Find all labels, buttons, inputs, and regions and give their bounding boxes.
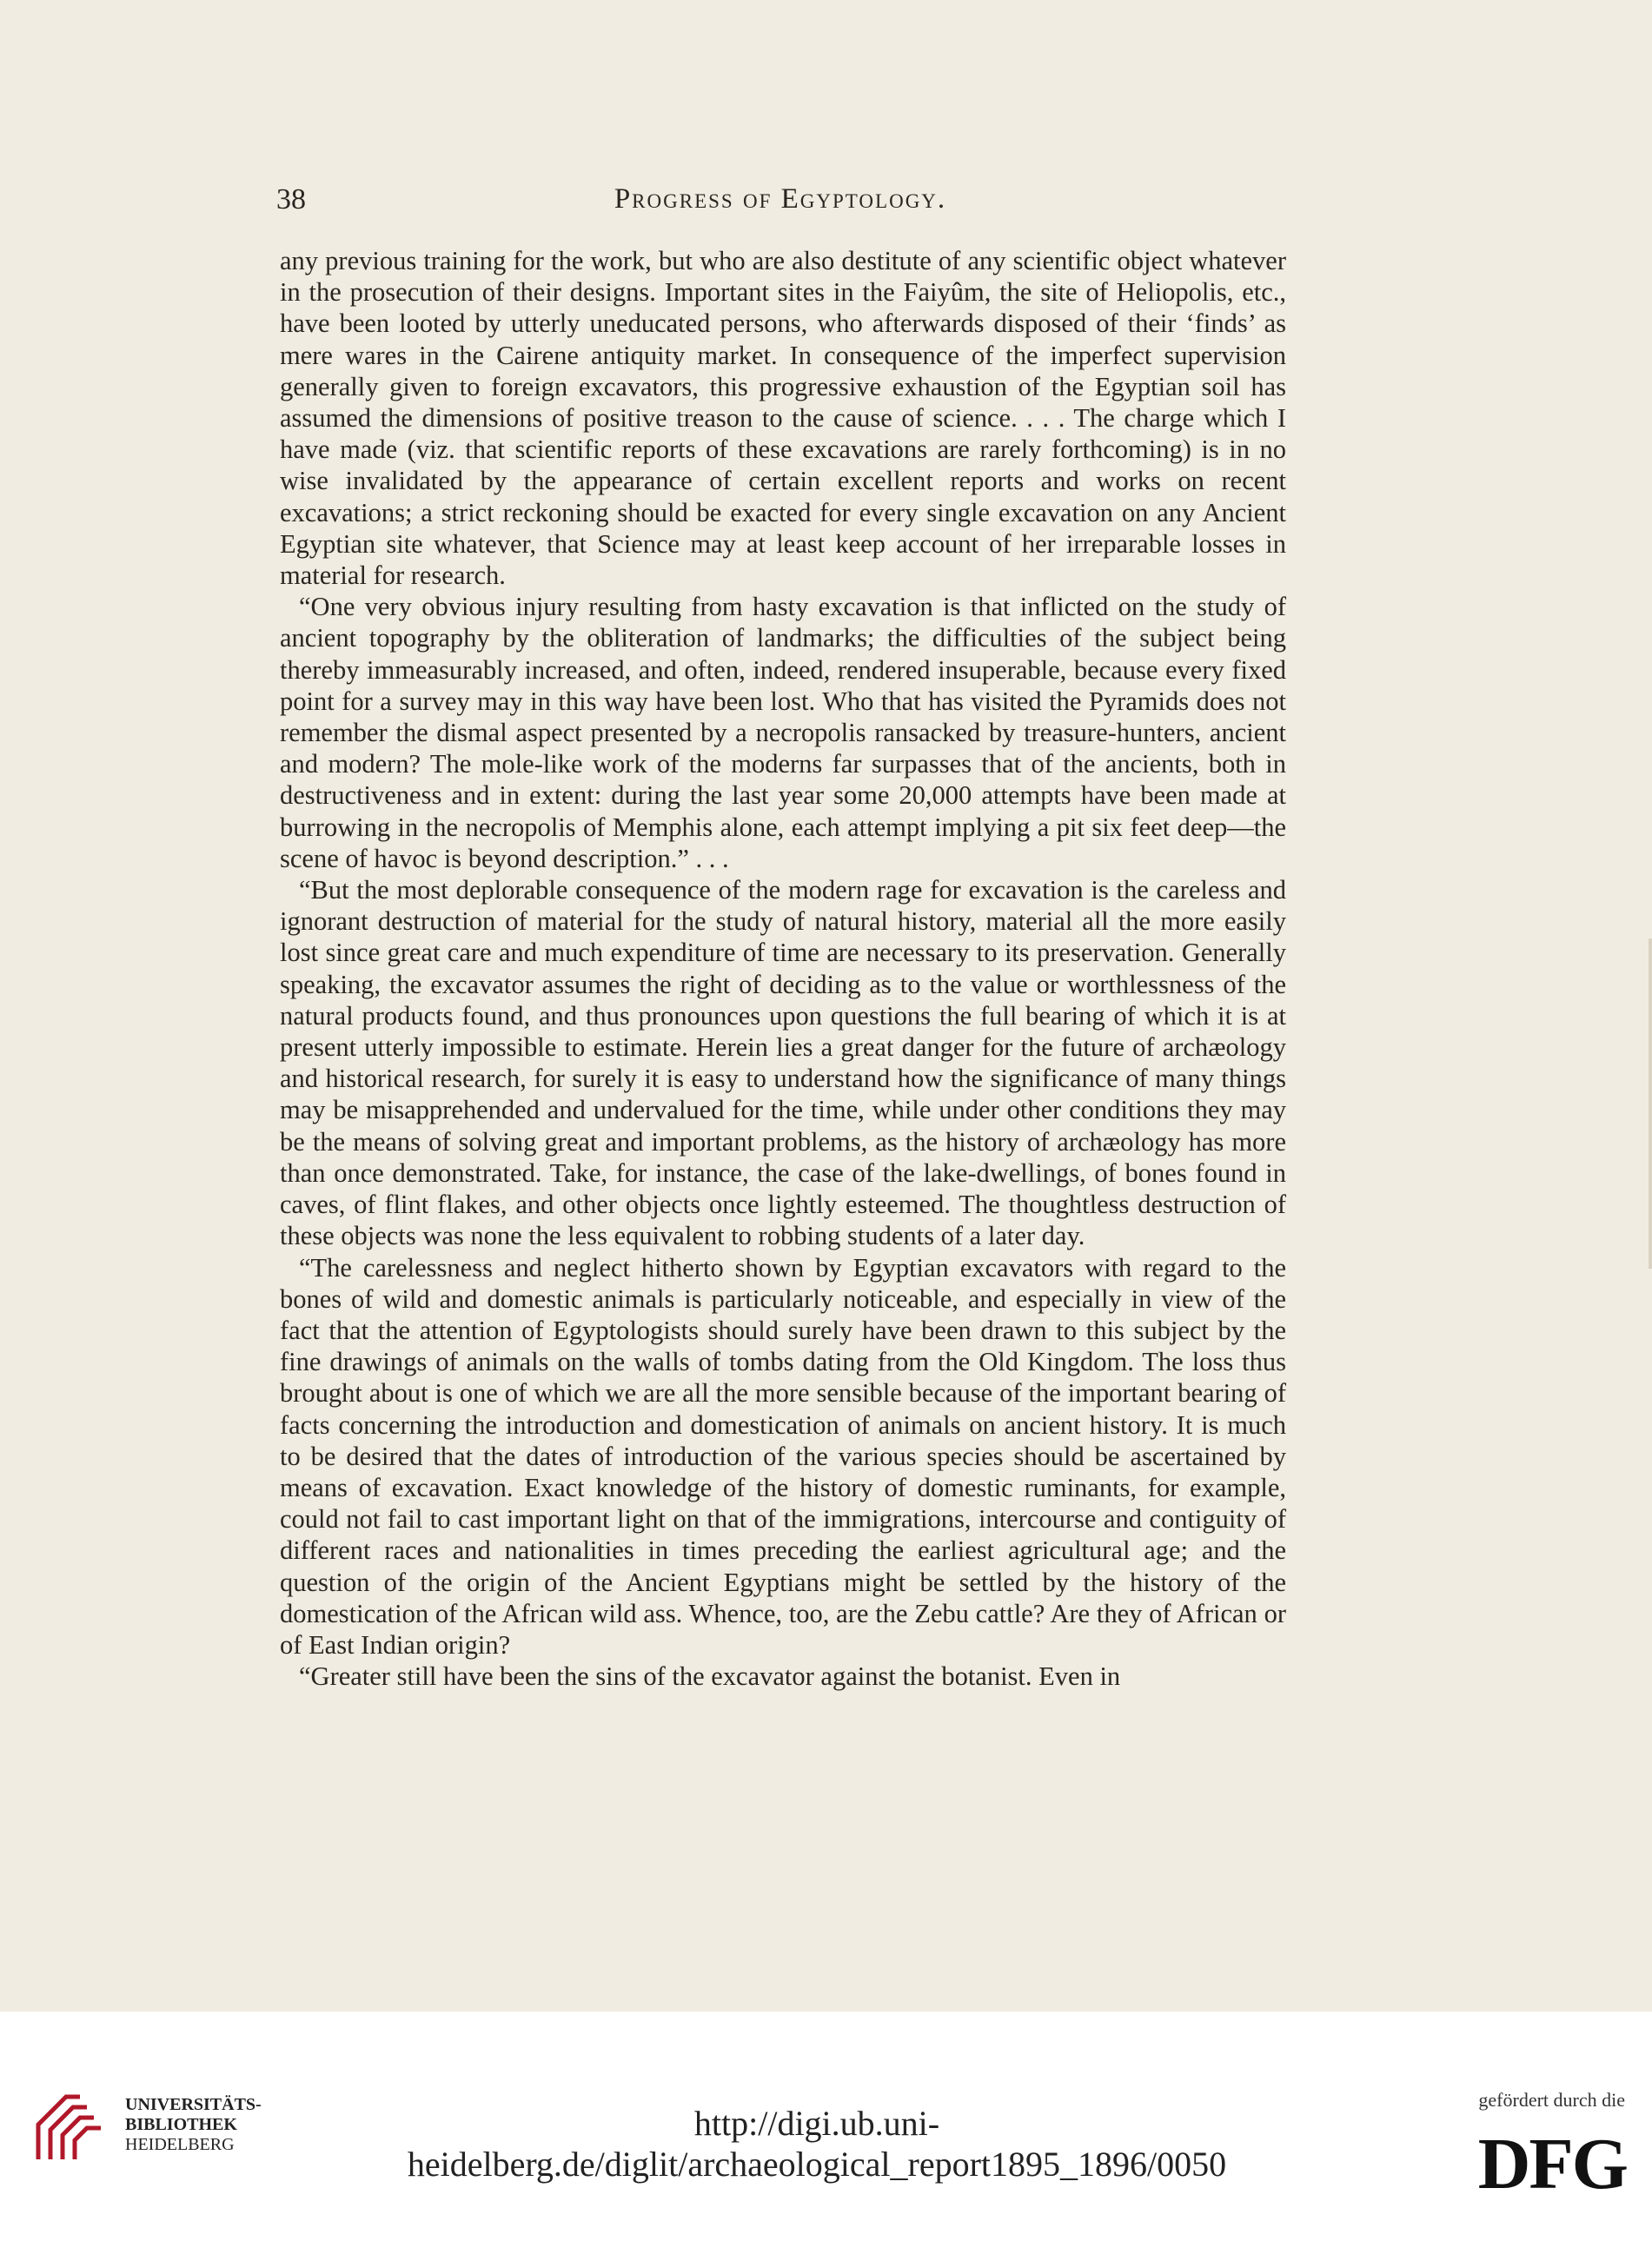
page-header: [276, 178, 1284, 227]
paragraph-2: “One very obvious injury resulting from hasty excavation is that inflicted on the study of ancient topography by the obliteration of landmarks; the difficulties of the subject being thereby immeasurably increased, and often, indeed, rendered insuperable, because every fixed point for a survey may in this way have been lost. Who that has visited the Pyramids does not remember the dismal aspect presented by a necropolis ransacked by treasure-hunters, ancient and modern? The mole-like work of the moderns far surpasses that of the ancients, both in destructiveness and in extent: during the last year some 20,000 attempts have been made at burrowing in the necropolis of Memphis alone, each attempt implying a pit six feet deep—the scene of havoc is beyond description.” . . .: [280, 592, 1286, 873]
permalink-url[interactable]: http://digi.ub.uni-heidelberg.de/diglit/archaeological_report1895_1896/0050: [407, 2104, 1227, 2184]
dfg-logo[interactable]: DFG: [1477, 2124, 1627, 2205]
paragraph-3: “But the most deplorable consequence of the modern rage for excavation is the careless and ignorant destruction of material for the study of natural history, material all the more easily lost since great care and much expenditure of time are necessary to its preservation. Generally speaking, the excavator assumes the right of deciding as to the value or worthlessness of the natural products found, and thus pronounces upon questions the full bearing of which it is at present utterly impossible to estimate. Herein lies a great danger for the future of archæology and historical research, for surely it is easy to understand how the significance of many things may be misapprehended and undervalued for the time, while under other conditions they may be the means of solving great and important problems, as the history of archæology has more than once demonstrated. Take, for instance, the case of the lake-dwellings, of bones found in caves, of flint flakes, and other objects once lightly esteemed. The thoughtless destruction of these objects was none the less equivalent to robbing students of a later day.: [280, 875, 1286, 1251]
library-name-line-3: HEIDELBERG: [125, 2135, 235, 2154]
running-title: Progress of Egyptology.: [614, 183, 947, 215]
page-edge-shadow: [1649, 938, 1652, 1269]
library-logo-icon[interactable]: [31, 2090, 114, 2165]
page-number: 38: [276, 183, 306, 215]
paragraph-1: any previous training for the work, but who are also destitute of any scientific object whatever in the prosecution of their designs. Important sites in the Faiyûm, the site of Heliopolis, etc., have been looted by utterly uneducated persons, who afterwards disposed of their ‘finds’ as mere wares in the Cairene antiquity market. In consequence of the imperfect supervision generally given to foreign excavators, this progressive exhaustion of the Egyptian soil has assumed the dimensions of positive treason to the cause of science. . . . The charge which I have made (viz. that scientific reports of these excavations are rarely forthcoming) is in no wise invalidated by the appearance of certain excellent reports and works on recent excavations; a strict reckoning should be exacted for every single excavation on any Ancient Egyptian site whatever, that Science may at least keep account of her irreparable losses in material for research.: [280, 246, 1286, 591]
funding-label: gefördert durch die: [1478, 2089, 1625, 2111]
body-text: [280, 245, 1286, 1692]
paragraph-4: “The carelessness and neglect hitherto shown by Egyptian excavators with regard to the bones of wild and domestic animals is particularly noticeable, and especially in view of the fact that the attention of Egyptologists should surely have been drawn to this subject by the fine drawings of animals on the walls of tombs dating from the Old Kingdom. The loss thus brought about is one of which we are all the more sensible because of the important bearing of facts concerning the introduction and domestication of animals on ancient history. It is much to be desired that the dates of introduction of the various species should be ascertained by means of excavation. Exact knowledge of the history of domestic ruminants, for example, could not fail to cast important light on that of the immigrations, intercourse and contiguity of different races and nationalities in times preceding the earliest agricultural age; and the question of the origin of the Ancient Egyptians might be settled by the history of the domestication of the African wild ass. Whence, too, are the Zebu cattle? Are they of African or of East Indian origin?: [280, 1252, 1286, 1660]
library-name-line-1: UNIVERSITÄTS-: [125, 2095, 262, 2114]
paragraph-5: “Greater still have been the sins of the excavator against the botanist. Even in: [299, 1661, 1121, 1692]
library-name-line-2: BIBLIOTHEK: [125, 2115, 237, 2134]
library-name: [125, 2095, 299, 2155]
